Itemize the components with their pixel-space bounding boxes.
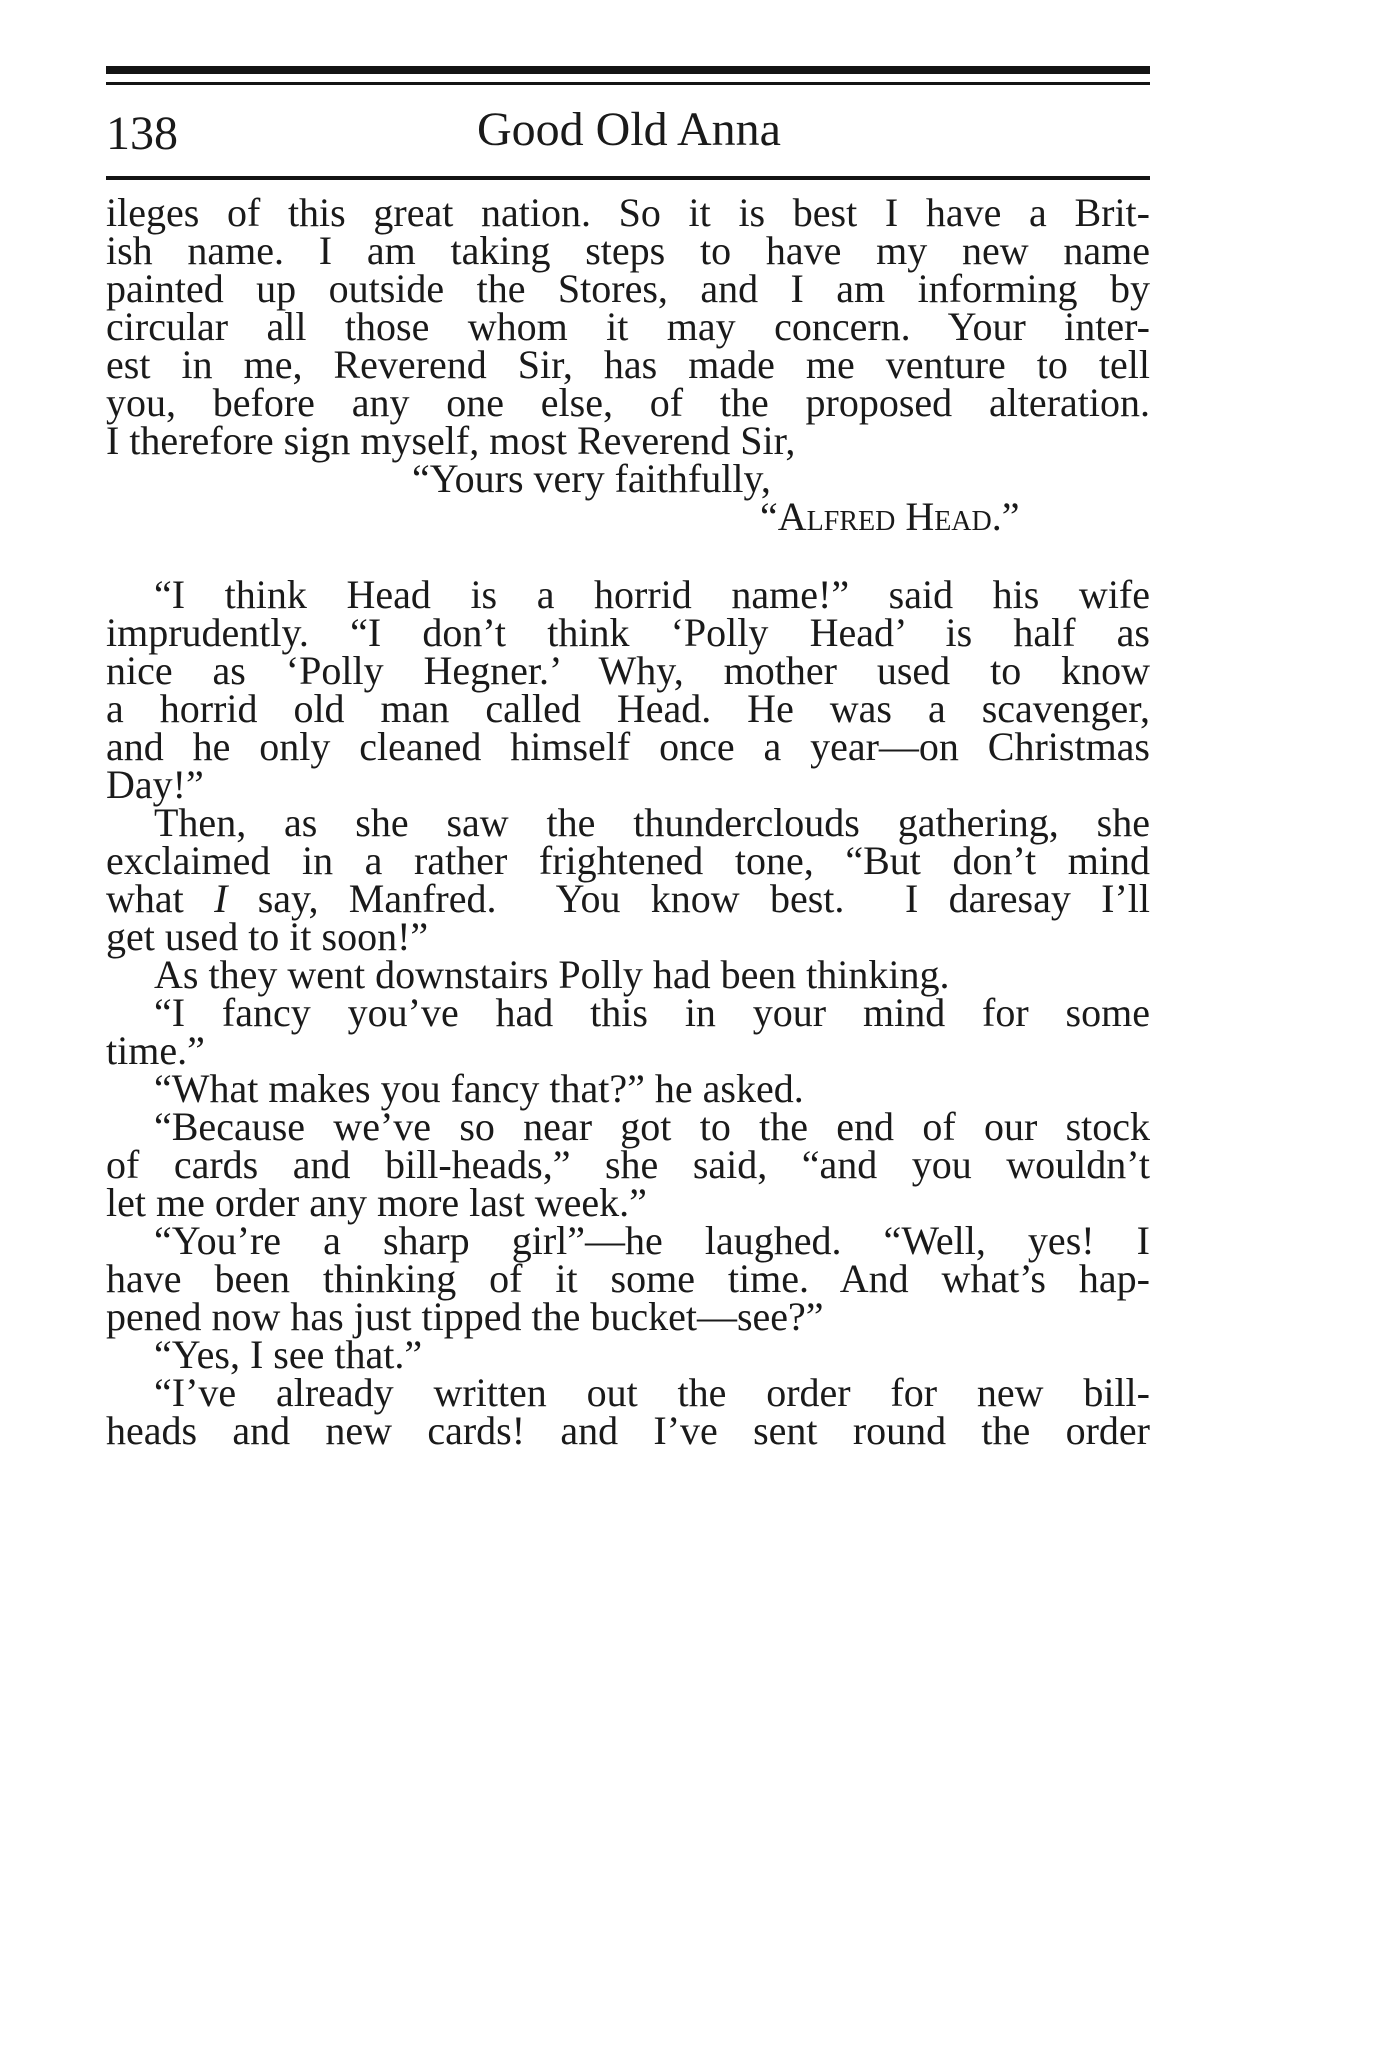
running-title: Good Old Anna <box>477 103 781 156</box>
header-bottom-rule <box>106 176 1150 180</box>
text-line: ileges of this great nation. So it is best I have a Brit- <box>106 190 1150 235</box>
text-line: and he only cleaned himself once a year—on Christmas <box>106 724 1150 769</box>
text-line: you, before any one else, of the proposed alteration. <box>106 380 1150 425</box>
text-line: painted up outside the Stores, and I am informing by <box>106 266 1150 311</box>
header-top-rule-thick <box>106 66 1150 74</box>
text-line: heads and new cards! and I’ve sent round the order <box>106 1408 1150 1453</box>
page-number: 138 <box>106 107 178 160</box>
header-top-rule-thin <box>106 82 1150 85</box>
paragraph-first-line: “I think Head is a horrid name!” said his wife <box>154 572 1150 617</box>
text-line: get used to it soon!” <box>106 914 429 959</box>
text-line: Day!” <box>106 762 204 807</box>
paragraph-first-line: As they went downstairs Polly had been thinking. <box>154 952 950 997</box>
text-line: pened now has just tipped the bucket—see?” <box>106 1294 824 1339</box>
text-line: have been thinking of it some time. And what’s hap- <box>106 1256 1150 1301</box>
text-line: I therefore sign myself, most Reverend Sir, <box>106 418 796 463</box>
paragraph-first-line: “Yes, I see that.” <box>154 1332 423 1377</box>
text-line: nice as ‘Polly Hegner.’ Why, mother used to know <box>106 648 1150 693</box>
text-line: time.” <box>106 1028 205 1073</box>
text-segment: say, Manfred. You know best. I daresay I’ll <box>227 876 1150 921</box>
text-line: est in me, Reverend Sir, has made me venture to tell <box>106 342 1150 387</box>
paragraph-first-line: Then, as she saw the thunderclouds gathering, she <box>154 800 1150 845</box>
text-line: ish name. I am taking steps to have my new name <box>106 228 1150 273</box>
text-line: circular all those whom it may concern. Your inter- <box>106 304 1150 349</box>
paragraph-first-line: “I’ve already written out the order for new bill- <box>154 1370 1150 1415</box>
paragraph-first-line: “Because we’ve so near got to the end of our stock <box>154 1104 1150 1149</box>
text-line: of cards and bill-heads,” she said, “and you wouldn’t <box>106 1142 1150 1187</box>
text-line: exclaimed in a rather frightened tone, “But don’t mind <box>106 838 1150 883</box>
letter-closing: “Yours very faithfully, <box>412 456 771 501</box>
italic-emphasis: I <box>214 876 228 921</box>
paragraph-first-line: “What makes you fancy that?” he asked. <box>154 1066 804 1111</box>
text-segment: what <box>106 876 215 921</box>
paragraph-first-line: “You’re a sharp girl”—he laughed. “Well, yes! I <box>154 1218 1150 1263</box>
text-line: imprudently. “I don’t think ‘Polly Head’ is half as <box>106 610 1150 655</box>
text-line: a horrid old man called Head. He was a scavenger, <box>106 686 1150 731</box>
letter-signature: “Alfred Head.” <box>760 494 1020 539</box>
paragraph-first-line: “I fancy you’ve had this in your mind for some <box>154 990 1150 1035</box>
text-line: let me order any more last week.” <box>106 1180 647 1225</box>
